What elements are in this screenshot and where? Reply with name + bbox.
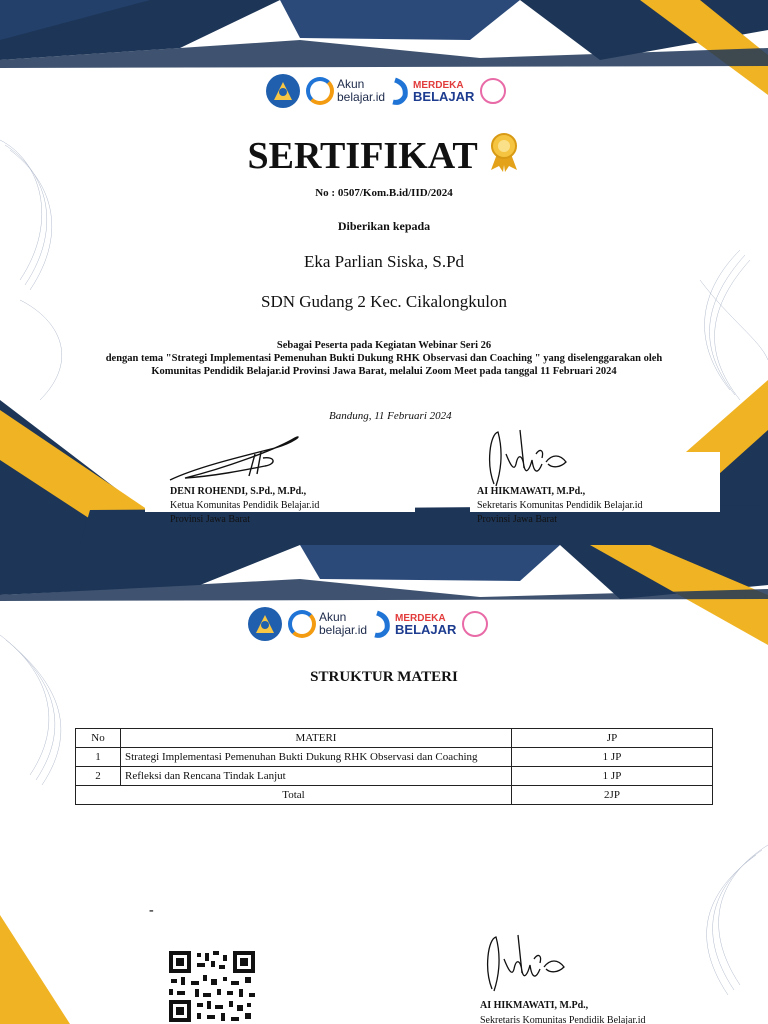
merdeka-belajar-logo-icon	[373, 609, 456, 639]
merdeka-line2: BELAJAR	[395, 622, 457, 637]
akun-logo-line2: belajar.id	[337, 90, 386, 104]
material-structure-title: STRUKTUR MATERI	[310, 669, 458, 685]
signer-page-2-name: AI HIKMAWATI, M.Pd.,	[480, 1000, 589, 1011]
row-materi: Refleksi dan Rencana Tindak Lanjut	[121, 767, 512, 786]
table-row	[76, 767, 713, 786]
award-rosette-icon	[487, 132, 521, 172]
recipient-school: SDN Gudang 2 Kec. Cikalongkulon	[260, 292, 507, 311]
signer-2	[477, 485, 643, 527]
merdeka-belajar-logo-icon	[391, 76, 474, 106]
akun-belajar-logo-icon	[288, 610, 367, 638]
given-to-label: Diberikan kepada	[337, 219, 431, 233]
body-line-1: Sebagai Peserta pada Kegiatan Webinar Seri 26	[276, 340, 492, 351]
pink-badge-logo-icon	[462, 611, 488, 637]
column-header-no: No	[76, 729, 121, 748]
signature-1-image	[165, 428, 305, 488]
column-header-materi: MATERI	[121, 729, 512, 748]
place-date: Bandung, 11 Februari 2024	[329, 410, 452, 422]
akun-belajar-logo-icon	[306, 77, 385, 105]
merdeka-line2: BELAJAR	[413, 89, 475, 104]
signer-1-role: Ketua Komunitas Pendidik Belajar.id	[170, 500, 320, 511]
signature-image-page-2	[478, 929, 578, 995]
partner-logos	[266, 74, 506, 108]
akun-logo-line1: Akun	[319, 610, 347, 624]
akun-logo-line2: belajar.id	[319, 623, 368, 637]
merdeka-line1: MERDEKA	[395, 613, 446, 624]
signer-page-2	[480, 998, 646, 1024]
table-total-row	[76, 786, 713, 805]
partner-logos-page-2	[248, 607, 488, 641]
pink-badge-logo-icon	[480, 78, 506, 104]
table-row	[76, 748, 713, 767]
signer-1	[170, 485, 319, 527]
certificate-title-row	[0, 132, 768, 178]
qr-code-icon	[167, 949, 257, 1024]
row-no: 2	[76, 767, 121, 786]
merdeka-line1: MERDEKA	[413, 80, 464, 91]
signer-2-region: Provinsi Jawa Barat	[477, 514, 557, 525]
row-no: 1	[76, 748, 121, 767]
signer-2-role: Sekretaris Komunitas Pendidik Belajar.id	[477, 500, 643, 511]
tutwuri-logo-icon	[266, 74, 300, 108]
row-jp: 1 JP	[512, 767, 713, 786]
signature-2-image	[480, 424, 580, 490]
certificate-body	[0, 339, 768, 378]
column-header-jp: JP	[512, 729, 713, 748]
material-structure-page	[0, 545, 768, 1024]
dash-mark: -	[149, 903, 154, 918]
certificate-number: No : 0507/Kom.B.id/IID/2024	[315, 187, 453, 199]
row-jp: 1 JP	[512, 748, 713, 767]
material-table	[75, 728, 713, 805]
signer-2-name: AI HIKMAWATI, M.Pd.,	[477, 486, 586, 497]
body-line-3: Komunitas Pendidik Belajar.id Provinsi Jawa Barat, melalui Zoom Meet pada tanggal 11 Februari 2024	[151, 366, 617, 377]
akun-logo-line1: Akun	[337, 77, 365, 91]
row-materi: Strategi Implementasi Pemenuhan Bukti Dukung RHK Observasi dan Coaching	[121, 748, 512, 767]
certificate-title: SERTIFIKAT	[247, 135, 478, 177]
signer-1-region: Provinsi Jawa Barat	[170, 514, 250, 525]
signer-1-name: DENI ROHENDI, S.Pd., M.Pd.,	[170, 486, 307, 497]
signer-page-2-role: Sekretaris Komunitas Pendidik Belajar.id	[480, 1015, 646, 1024]
recipient-name: Eka Parlian Siska, S.Pd	[303, 252, 465, 271]
total-value: 2JP	[512, 786, 713, 805]
table-header-row	[76, 729, 713, 748]
tutwuri-logo-icon	[248, 607, 282, 641]
total-label: Total	[76, 786, 512, 805]
body-line-2: dengan tema "Strategi Implementasi Pemenuhan Bukti Dukung RHK Observasi dan Coaching " yang diselenggarakan oleh	[105, 353, 663, 364]
